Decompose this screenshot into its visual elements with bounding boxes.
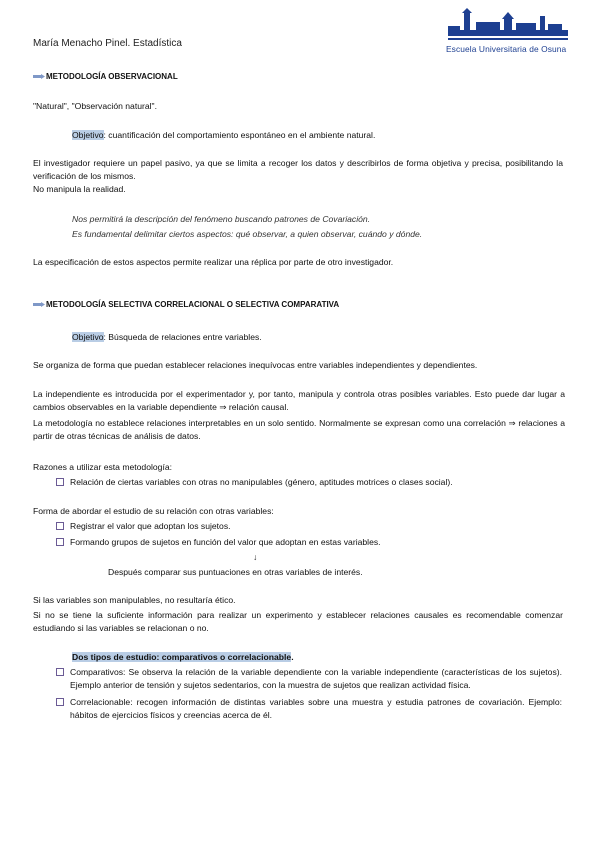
checkbox-icon xyxy=(56,698,64,706)
section-title-text: METODOLOGÍA OBSERVACIONAL xyxy=(46,72,178,81)
paragraph: La especificación de estos aspectos permite realizar una réplica por parte de otro investigador. xyxy=(33,257,394,267)
objective-label: Objetivo xyxy=(72,130,104,140)
natural-label: "Natural", "Observación natural". xyxy=(33,101,157,111)
paragraph: La metodología no establece relaciones interpretables en un solo sentido. Normalmente se expresan como una correlación ⇒ relaciones a partir de otras técnicas de análisis de datos. xyxy=(33,418,565,441)
list-item xyxy=(56,536,556,549)
down-arrow-icon: ↓ xyxy=(253,552,258,562)
objective-text: : Búsqueda de relaciones entre variables. xyxy=(103,332,262,342)
list-item xyxy=(56,520,556,533)
section-title-observacional xyxy=(33,72,178,81)
list-item xyxy=(56,696,562,722)
paragraph: No manipula la realidad. xyxy=(33,184,126,194)
objective-line xyxy=(72,331,262,344)
objective-line xyxy=(72,129,375,142)
forma-title: Forma de abordar el estudio de su relación con otras variables: xyxy=(33,506,274,516)
arrow-icon xyxy=(33,74,45,79)
university-name: Escuela Universitaria de Osuna xyxy=(446,44,567,54)
reasons-title: Razones a utilizar esta metodología: xyxy=(33,462,173,472)
paragraph: Si no se tiene la suficiente información para realizar un experimento y establecer relaciones causales es recomendable comenzar estudiando si las variables se relacionan o no. xyxy=(33,610,563,633)
checkbox-icon xyxy=(56,478,64,486)
study-types-highlight: Dos tipos de estudio: comparativos o correlacionable xyxy=(72,652,292,662)
objective-label: Objetivo xyxy=(72,332,104,342)
list-item xyxy=(56,666,562,692)
checkbox-icon xyxy=(56,522,64,530)
study-types-dot: . xyxy=(291,652,294,662)
list-item-text: Formando grupos de sujetos en función del valor que adoptan en estas variables. xyxy=(70,537,381,547)
paragraph: Se organiza de forma que puedan establecer relaciones inequívocas entre variables independientes y dependientes. xyxy=(33,360,478,370)
italic-note: Es fundamental delimitar ciertos aspectos: qué observar, a quien observar, cuándo y dónde. xyxy=(72,229,423,239)
list-item-text: Relación de ciertas variables con otras no manipulables (género, aptitudes motrices o clases social). xyxy=(70,477,453,487)
list-item-text: Correlacionable: recogen información de distintas variables sobre una muestra y estudia patrones de covariación. Ejemplo: hábitos de ejercicios físicos y creencias acerca de él. xyxy=(70,697,562,720)
list-item-text: Registrar el valor que adoptan los sujetos. xyxy=(70,521,231,531)
paragraph: El investigador requiere un papel pasivo, ya que se limita a recoger los datos y describirlos de forma objetiva y precisa, posibilitando la verificación de los mismos. xyxy=(33,158,563,181)
objective-text: : cuantificación del comportamiento espontáneo en el ambiente natural. xyxy=(103,130,376,140)
paragraph: Después comparar sus puntuaciones en otras variables de interés. xyxy=(108,567,363,577)
paragraph: La independiente es introducida por el experimentador y, por tanto, manipula y controla otras posibles variables. Esto puede dar lugar a cambios observables en la variable dependiente ⇒ relación causal. xyxy=(33,389,565,412)
arrow-icon xyxy=(33,302,45,307)
document-header-author: María Menacho Pinel. Estadística xyxy=(33,38,182,49)
checkbox-icon xyxy=(56,538,64,546)
italic-note: Nos permitirá la descripción del fenómeno buscando patrones de Covariación. xyxy=(72,214,371,224)
checkbox-icon xyxy=(56,668,64,676)
section-title-selectiva xyxy=(33,300,339,309)
section-title-text: METODOLOGÍA SELECTIVA CORRELACIONAL O SELECTIVA COMPARATIVA xyxy=(46,300,340,309)
study-types-title xyxy=(72,651,294,664)
list-item xyxy=(56,476,556,489)
paragraph: Si las variables son manipulables, no resultaría ético. xyxy=(33,595,236,605)
list-item-text: Comparativos: Se observa la relación de la variable dependiente con la variable independiente (características de los sujetos). Ejemplo anterior de tensión y sujetos sedentarios, con la muestra de sujetos que realizan actividad física. xyxy=(70,667,562,690)
